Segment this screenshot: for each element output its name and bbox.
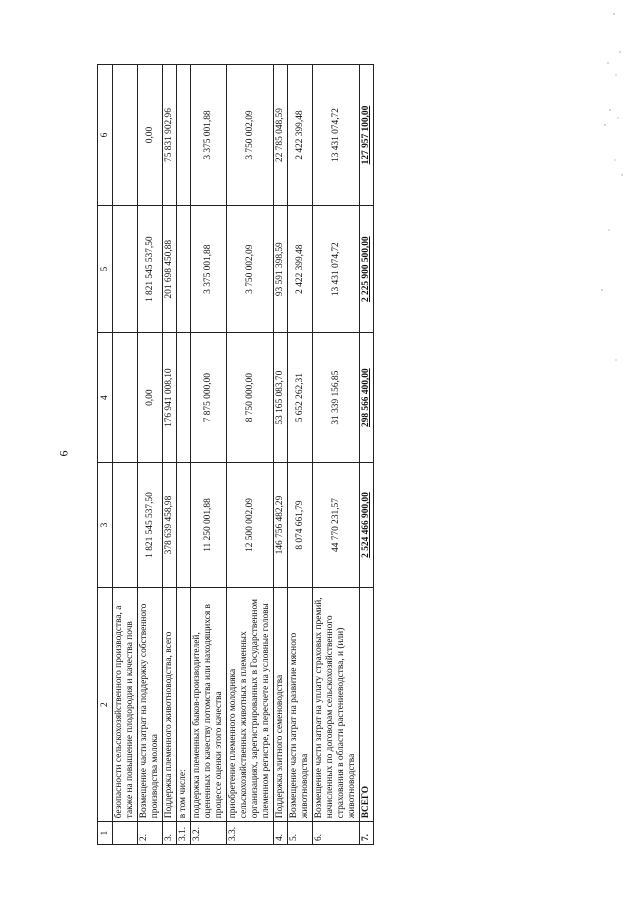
row-name: приобретение племенного молодняка сельскохозяйственных животных в племенных организациях, зарегистрированных в Государственном племенном регистре, в пересчете на условные головы [227, 588, 274, 822]
row-name: безопасности сельскохозяйственного производства, а также на повышение плодородия и качества почв [113, 588, 138, 822]
cell-col3: 1 821 545 537,50 [138, 462, 163, 587]
table-row [191, 65, 227, 845]
table-header-row [98, 65, 113, 845]
row-name: поддержка племенных быков-производителей, оцененных по качеству потомства или находящихся в процессе оценки этого качества [191, 588, 227, 822]
cell-col3: 378 639 458,98 [163, 462, 177, 587]
row-name: Возмещение части затрат на развитие мясного животноводства [288, 588, 313, 822]
row-name: в том числе: [177, 588, 191, 822]
column-header: 3 [98, 462, 113, 587]
cell-col5: 93 591 398,59 [274, 206, 288, 333]
column-header: 1 [98, 822, 113, 845]
cell-col3 [177, 462, 191, 587]
table-row [138, 65, 163, 845]
row-number: 2. [138, 822, 163, 845]
cell-col6: 2 422 399,48 [288, 65, 313, 206]
cell-col6: 75 831 902,96 [163, 65, 177, 206]
row-number: 5. [288, 822, 313, 845]
page-number: 6 [56, 450, 71, 457]
row-number: 3.3. [227, 822, 274, 845]
row-name: Поддержка элитного семеноводства [274, 588, 288, 822]
total-col3: 2 524 466 900,00 [360, 462, 374, 587]
cell-col4 [177, 333, 191, 463]
total-row [360, 65, 374, 845]
table-row [227, 65, 274, 845]
cell-col4: 176 941 008,10 [163, 333, 177, 463]
column-header: 5 [98, 206, 113, 333]
cell-col4: 53 165 083,70 [274, 333, 288, 463]
row-name: Поддержка племенного животноводства, всего [163, 588, 177, 822]
cell-col5: 201 698 450,88 [163, 206, 177, 333]
row-name: Возмещение части затрат на уплату страховых премий, начисленных по договорам сельскохозяйственного страхования в области растениеводства, и (или) животноводства [313, 588, 360, 822]
table-row [177, 65, 191, 845]
cell-col6: 3 375 001,88 [191, 65, 227, 206]
column-header: 4 [98, 333, 113, 463]
row-number: 3.1. [177, 822, 191, 845]
cell-col3: 12 500 002,09 [227, 462, 274, 587]
column-header: 6 [98, 65, 113, 206]
cell-col6: 22 785 048,59 [274, 65, 288, 206]
table-row [163, 65, 177, 845]
table-row [113, 65, 138, 845]
cell-col5: 13 431 074,72 [313, 206, 360, 333]
cell-col4: 8 750 000,00 [227, 333, 274, 463]
cell-col4: 5 652 262,31 [288, 333, 313, 463]
cell-col6 [113, 65, 138, 206]
row-number [113, 822, 138, 845]
row-number: 3. [163, 822, 177, 845]
total-label: ВСЕГО [360, 588, 374, 822]
row-number: 6. [313, 822, 360, 845]
cell-col5 [113, 206, 138, 333]
cell-col5: 2 422 399,48 [288, 206, 313, 333]
cell-col3: 8 074 661,79 [288, 462, 313, 587]
column-header: 2 [98, 588, 113, 822]
table-row [288, 65, 313, 845]
cell-col4: 7 875 000,00 [191, 333, 227, 463]
row-number: 3.2. [191, 822, 227, 845]
scan-noise [596, 0, 636, 905]
cell-col3: 146 756 482,29 [274, 462, 288, 587]
table-row [313, 65, 360, 845]
cell-col6: 3 750 002,09 [227, 65, 274, 206]
budget-table [97, 64, 374, 845]
row-number: 4. [274, 822, 288, 845]
table-container [97, 64, 561, 845]
row-name: Возмещение части затрат на поддержку собственного производства молока [138, 588, 163, 822]
table-row [274, 65, 288, 845]
cell-col6 [177, 65, 191, 206]
cell-col6: 13 431 074,72 [313, 65, 360, 206]
cell-col3: 44 770 231,57 [313, 462, 360, 587]
cell-col4 [113, 333, 138, 463]
cell-col5: 3 750 002,09 [227, 206, 274, 333]
total-col6: 127 957 100,00 [360, 65, 374, 206]
cell-col4: 31 339 156,85 [313, 333, 360, 463]
total-col4: 298 566 400,00 [360, 333, 374, 463]
row-number: 7. [360, 822, 374, 845]
cell-col6: 0,00 [138, 65, 163, 206]
total-col5: 2 225 900 500,00 [360, 206, 374, 333]
cell-col5: 3 375 001,88 [191, 206, 227, 333]
cell-col4: 0,00 [138, 333, 163, 463]
cell-col3 [113, 462, 138, 587]
cell-col3: 11 250 001,88 [191, 462, 227, 587]
cell-col5: 1 821 545 537,50 [138, 206, 163, 333]
cell-col5 [177, 206, 191, 333]
